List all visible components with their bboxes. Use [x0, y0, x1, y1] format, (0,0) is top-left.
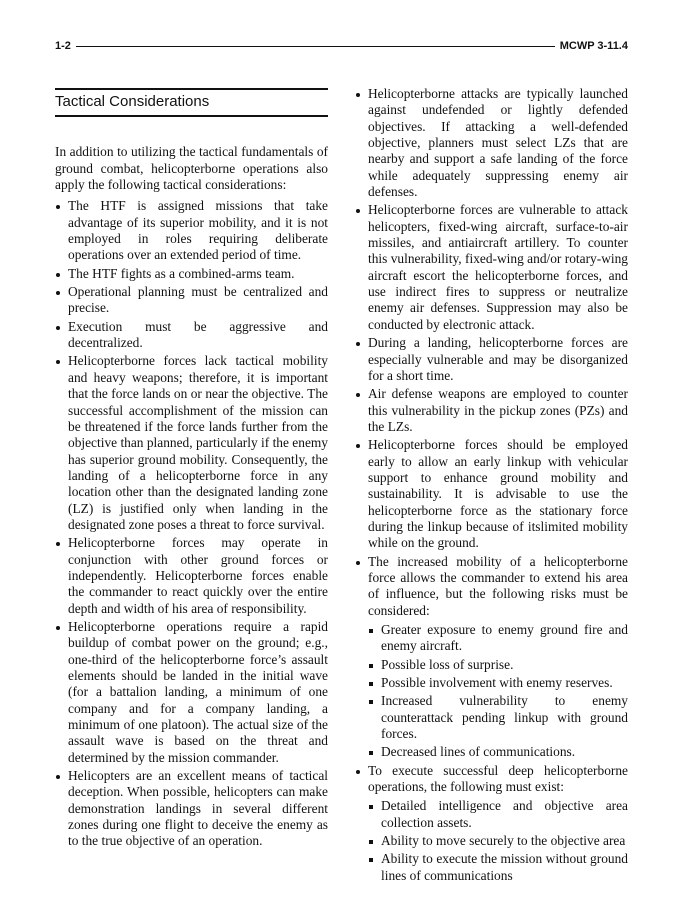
section-title: Tactical Considerations: [55, 88, 328, 117]
list-item: Increased vulnerability to enemy counterattack pending linkup with ground forces.: [368, 693, 628, 742]
page-number: 1-2: [55, 40, 71, 52]
list-item: Greater exposure to enemy ground fire and enemy aircraft.: [368, 622, 628, 655]
list-item: Helicopterborne forces should be employed early to allow an early linkup with vehicular support to enhance ground mobility and sustainability. It is advisable to use the helicopterborne force as the stationary force during the linkup because of itslimited mobility while on the ground.: [355, 437, 628, 551]
left-column: [55, 88, 328, 852]
list-item: Possible involvement with enemy reserves.: [368, 675, 628, 691]
list-item: Helicopterborne operations require a rapid buildup of combat power on the ground; e.g., one-third of the helicopterborne force’s assault elements should be landed in the initial wave (for a battalion landing, a minimum of one company and for a company landing, a minimum of one platoon). The actual size of the assault wave is based on the threat and determined by the mission commander.: [55, 619, 328, 766]
header-rule: [76, 46, 555, 47]
list-item: Helicopterborne forces lack tactical mobility and heavy weapons; therefore, it is important that the force lands on or near the objective. The successful accomplishment of the mission can be threatened if the force lands further from the objective than planned, particularly if the enemy has superior ground mobility. Consequently, the landing of a helicopterborne force in any location other than the designated landing zone (LZ) is justified only when landing in the designated zone poses a threat to force survival.: [55, 353, 328, 533]
list-item: Ability to move securely to the objective area: [368, 833, 628, 849]
intro-paragraph: In addition to utilizing the tactical fundamentals of ground combat, helicopterborne operations also apply the following tactical considerations:: [55, 144, 328, 193]
list-item: [355, 763, 628, 884]
deep-ops-sublist: [368, 798, 628, 884]
list-item: [355, 554, 628, 761]
list-item: Helicopterborne attacks are typically launched against undefended or lightly defended objectives. If attacking a well-defended objective, planners must select LZs that are nearby and support a safe landing of the force while adequately suppressing enemy air defenses.: [355, 86, 628, 200]
left-bullet-list: [55, 198, 328, 849]
risks-list: [355, 554, 628, 885]
list-item: Detailed intelligence and objective area collection assets.: [368, 798, 628, 831]
list-item: The HTF is assigned missions that take advantage of its superior mobility, and it is not employed in roles requiring deliberate operations over an extended period of time.: [55, 198, 328, 263]
list-item: During a landing, helicopterborne forces are especially vulnerable and may be disorganized for a short time.: [355, 335, 628, 384]
list-item: The HTF fights as a combined-arms team.: [55, 266, 328, 282]
list-item: Helicopterborne forces may operate in conjunction with other ground forces or independently. Helicopterborne forces enable the commander to react quickly over the entire depth and width of his area of responsibility.: [55, 535, 328, 617]
list-item: Helicopterborne forces are vulnerable to attack helicopters, fixed-wing aircraft, surface-to-air missiles, and antiaircraft artillery. To counter this vulnerability, fixed-wing and/or rotary-wing aircraft escort the helicopterborne forces, and use indirect fires to suppress or neutralize enemy air defenses. Suppression may also be conducted by electronic attack.: [355, 202, 628, 333]
document-id: MCWP 3-11.4: [559, 40, 628, 52]
list-item: Decreased lines of communications.: [368, 744, 628, 760]
list-item-text: To execute successful deep helicopterborne operations, the following must exist:: [368, 762, 628, 795]
list-item-text: The increased mobility of a helicopterborne force allows the commander to extend his area of influence, but the following risks must be considered:: [368, 553, 628, 618]
list-item: Possible loss of surprise.: [368, 657, 628, 673]
right-column: [355, 86, 628, 886]
list-item: Ability to execute the mission without ground lines of communications: [368, 851, 628, 884]
list-item: Execution must be aggressive and decentralized.: [55, 319, 328, 352]
list-item: Operational planning must be centralized and precise.: [55, 284, 328, 317]
right-bullet-list: [355, 86, 628, 552]
running-header: [55, 40, 628, 52]
list-item: Helicopters are an excellent means of tactical deception. When possible, helicopters can make demonstration landings in several different zones during one flight to deceive the enemy as to the true objective of an operation.: [55, 768, 328, 850]
risks-sublist: [368, 622, 628, 761]
list-item: Air defense weapons are employed to counter this vulnerability in the pickup zones (PZs) and the LZs.: [355, 386, 628, 435]
